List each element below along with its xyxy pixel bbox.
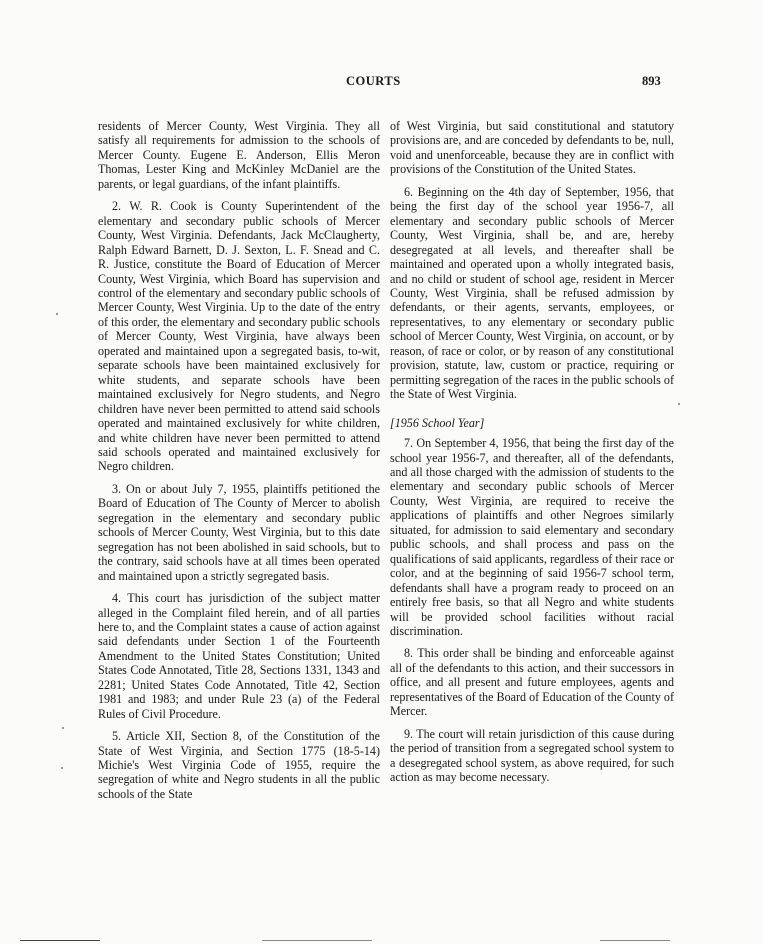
paragraph-4: 4. This court has jurisdiction of the subject matter alleged in the Complaint filed herein, and of all parties here to, and the Complaint states a cause of action against said defendants under Section 1 of the Fourteenth Amendment to the United States Constitution; United States Code Annotated, Title 28, Sections 1331, 1343 and 2281; United States Code Annotated, Title 42, Section 1981 and 1983; and under Rule 23 (a) of the Federal Rules of Civil Procedure. xyxy=(98,591,380,721)
paragraph-2: 2. W. R. Cook is County Superintendent of the elementary and secondary public schools of Mercer County, West Virginia. Defendants, Jack McClaugherty, Ralph Edward Barnett, D. J. Sexton, L. F. Snead and C. R. Justice, constitute the Board of Education of Mercer County, West Virginia, which Board has supervision and control of the elementary and secondary public schools of Mercer County, West Virginia. Up to the date of the entry of this order, the elementary and secondary public schools of Mercer County, West Virginia, have always been operated and maintained upon a segregated basis, to-wit, separate schools have been maintained exclusively for white students, and separate schools have been maintained exclusively for Negro students, and Negro children have never been permitted to attend said schools operated and maintained exclusively for white children, and white children have never been permitted to attend said schools operated and maintained exclusively for Negro children. xyxy=(98,199,380,474)
scan-mark-bottom-left xyxy=(20,940,100,941)
section-heading: [1956 School Year] xyxy=(390,415,485,430)
paragraph-5-continuation: of West Virginia, but said constitutional and statutory provisions are, and are conceded by defendants to be, null, void and unenforceable, because they are in conflict with provisions of the Constitution of the United States. xyxy=(390,119,674,177)
scan-speck xyxy=(61,767,63,769)
paragraph-9: 9. The court will retain jurisdiction of this cause during the period of transition from a segregated school system to a desegregated school system, as above required, for such action as may become necessary. xyxy=(390,726,674,785)
page-header xyxy=(0,74,763,92)
paragraph-continuation: residents of Mercer County, West Virginia. They all satisfy all requirements for admission to the schools of Mercer County. Eugene E. Anderson, Ellis Meron Thomas, Lester King and McKinley McDaniel are the parents, or legal guardians, of the infant plaintiffs. xyxy=(98,119,380,191)
running-head: COURTS xyxy=(346,74,401,88)
scan-speck xyxy=(678,403,680,405)
paragraph-5: 5. Article XII, Section 8, of the Constitution of the State of West Virginia, and Section 1775 (18-5-14) Michie's West Virginia Code of 1955, require the segregation of white and Negro students in all the public schools of the State xyxy=(98,729,380,801)
paragraph-6: 6. Beginning on the 4th day of September, 1956, that being the first day of the school year 1956-7, all elementary and secondary public schools of Mercer County, West Virginia, shall be, and are, hereby desegregated at all levels, and thereafter shall be maintained and operated upon a wholly integrated basis, and no child or student of school age, resident in Mercer County, West Virginia, shall be refused admission by defendants, or their agents, servants, employees, or representatives, to any elementary or secondary public school of Mercer County, West Virginia, on account, or by reason, of race or color, or by reason of any constitutional provision, statute, law, custom or practice, requiring or permitting segregation of the races in the public schools of the State of West Virginia. xyxy=(390,184,674,402)
paragraph-7: 7. On September 4, 1956, that being the first day of the school year 1956-7, and thereafter, all of the defendants, and all those charged with the admission of students to the elementary and secondary public schools of Mercer County, West Virginia, are required to receive the applications of plaintiffs and other Negroes similarly situated, for admission to said elementary and secondary public schools, and shall process and pass on the qualifications of said applicants, regardless of their race or color, and at the beginning of said 1956-7 school term, defendants shall have a program ready to proceed on an entirely free basis, so that all Negro and white students will be provided school facilities without racial discrimination. xyxy=(390,436,674,638)
scan-mark-bottom-center xyxy=(262,940,372,941)
scan-speck xyxy=(56,313,58,315)
page-number: 893 xyxy=(642,74,661,88)
paragraph-3: 3. On or about July 7, 1955, plaintiffs petitioned the Board of Education of The County of Mercer to abolish segregation in the elementary and secondary public schools of Mercer County, West Virginia, but to this date segregation has not been abolished in said schools, but to the contrary, said schools have at all times been operated and maintained upon a strictly segregated basis. xyxy=(98,481,380,583)
scan-speck xyxy=(62,727,64,729)
paragraph-8: 8. This order shall be binding and enforceable against all of the defendants to this action, and their successors in office, and all present and future employees, agents and representatives of the Board of Education of the County of Mercer. xyxy=(390,646,674,719)
left-column xyxy=(98,119,380,809)
right-column xyxy=(390,119,674,792)
scan-mark-bottom-right xyxy=(600,940,670,941)
